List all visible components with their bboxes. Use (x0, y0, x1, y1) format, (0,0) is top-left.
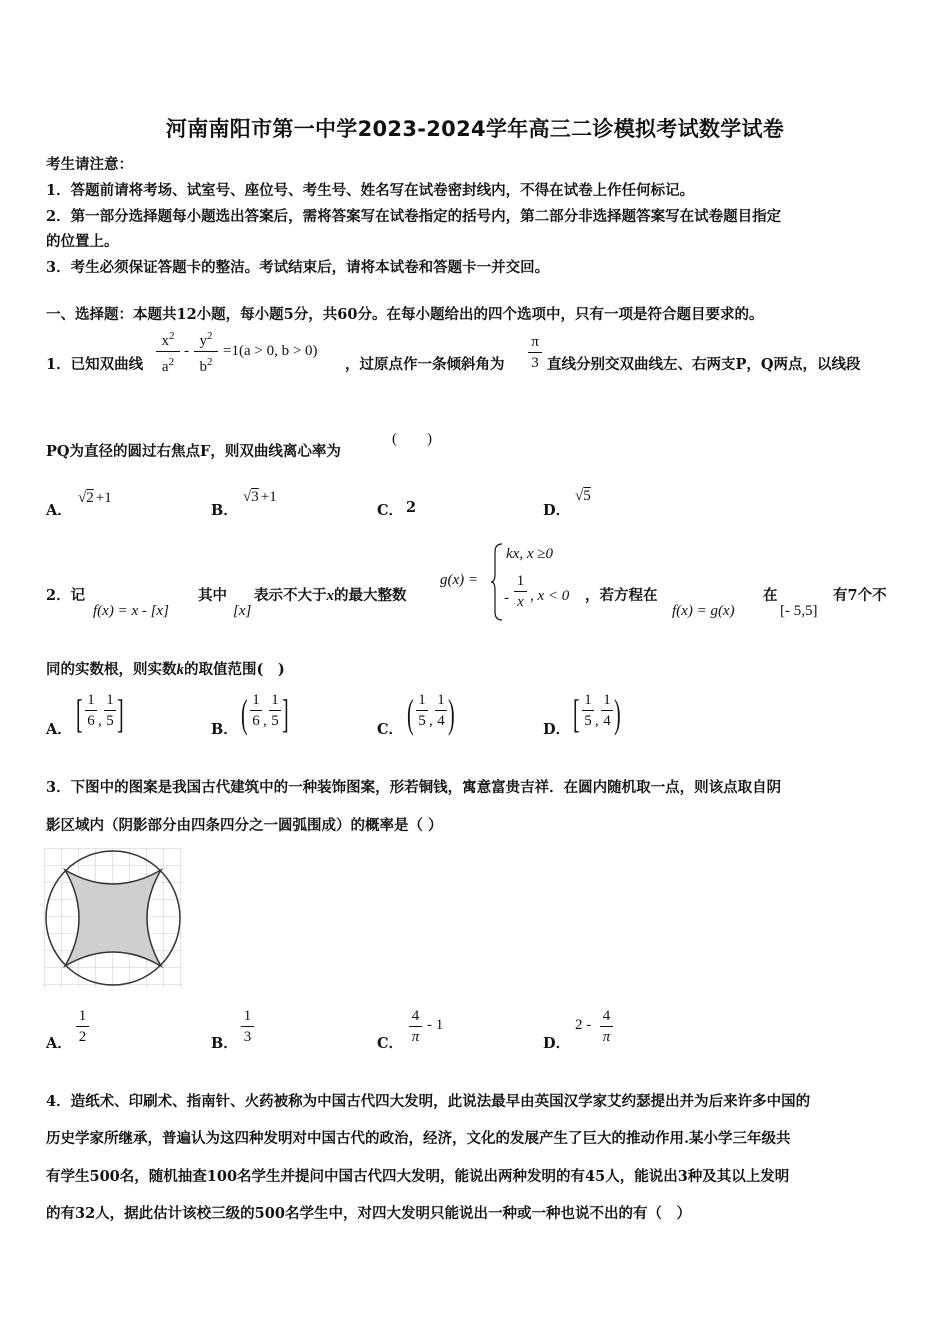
q1-text: ，过原点作一条倾斜角为 (345, 356, 505, 373)
q2-text: ，若方程在 (585, 587, 658, 604)
q1-text: 直线分别交双曲线左、右两支P，Q两点，以线段 (547, 356, 861, 373)
q1-text: PQ为直径的圆过右焦点F，则双曲线离心率为 (46, 443, 341, 460)
notice-item: 2．第一部分选择题每小题选出答案后，需将答案写在试卷指定的括号内，第二部分非选择题答案写在试卷题目指定 (46, 208, 782, 225)
q2-text: 表示不大于x的最大整数 (254, 587, 407, 604)
q2-text: 有7个不 (833, 587, 887, 604)
q4-text: 有学生500名，随机抽查100名学生并提问中国古代四大发明，能说出两种发明的有45人，能说出3种及其以上发明 (46, 1168, 790, 1185)
q4-text: 的有32人，据此估计该校三级的500名学生中，对四大发明只能说出一种或一种也说不出的有（ ） (46, 1205, 691, 1222)
q2-interval: [- 5,5] (780, 603, 818, 619)
notice-heading: 考生请注意： (46, 156, 133, 173)
coin-pattern-figure (44, 848, 182, 988)
notice-item: 1．答题前请将考场、试室号、座位号、考生号、姓名写在试卷密封线内，不得在试卷上作任何标记。 (46, 182, 695, 199)
q2-g-label: g(x) = (440, 572, 479, 588)
answer-parentheses: ( ) (392, 431, 432, 447)
q4-text: 历史学家所继承，普遍认为这四种发明对中国古代的政治，经济，文化的发展产生了巨大的推动作用.某小学三年级共 (46, 1130, 791, 1147)
q3-text: 3．下图中的图案是我国古代建筑中的一种装饰图案，形若铜钱，寓意富贵吉祥．在圆内随机取一点，则该点取自阴 (46, 779, 782, 796)
q4-text: 4．造纸术、印刷术、指南针、火药被称为中国古代四大发明，此说法最早由英国汉学家艾约瑟提出并为后来许多中国的 (46, 1093, 811, 1110)
q2-bracket: [x] (233, 603, 252, 619)
page-title: 河南南阳市第一中学2023-2024学年高三二诊模拟考试数学试卷 (165, 117, 785, 141)
q2-text: 2．记 (46, 587, 86, 604)
q1-angle: π 3 (528, 333, 542, 372)
notice-item: 3．考生必须保证答题卡的整洁。考试结束后，请将本试卷和答题卡一并交回。 (46, 259, 550, 276)
q2-equation: f(x) = g(x) (672, 603, 735, 619)
section-heading: 一、选择题：本题共12小题，每小题5分，共60分。在每小题给出的四个选项中，只有一项是符合题目要求的。 (46, 306, 764, 323)
q2-text: 在 (763, 587, 778, 604)
q2-text: 同的实数根，则实数k的取值范围( ) (46, 661, 285, 678)
q2-f-definition: f(x) = x - [x] (93, 603, 169, 619)
q2-case1: kx, x ≥0 (506, 546, 553, 562)
q2-text: 其中 (198, 587, 227, 604)
q2-brace (490, 542, 504, 622)
notice-item: 的位置上。 (46, 233, 119, 250)
q3-text: 影区域内（阴影部分由四条四分之一圆弧围成）的概率是（ ） (46, 817, 443, 834)
q1-text: 1．已知双曲线 (46, 356, 144, 373)
